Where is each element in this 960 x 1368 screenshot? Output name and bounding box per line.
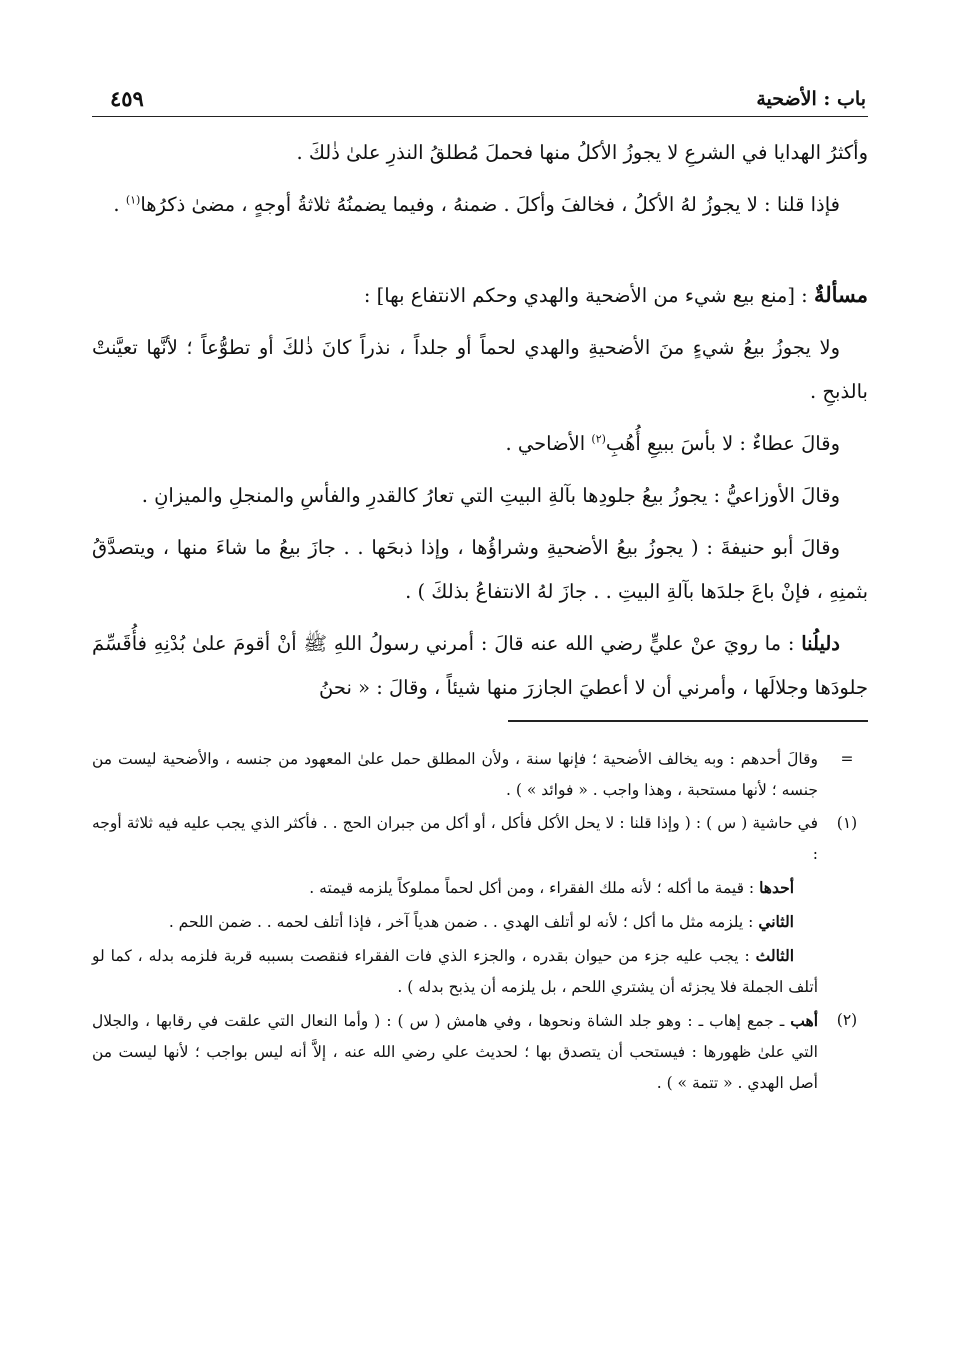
footnote-2 [92,1005,868,1099]
footnote-2-mark: (٢) [836,1011,858,1029]
chapter-title: باب : الأضحية [756,88,866,110]
footnote-1 [92,808,868,870]
footnote-1-third-text: : يجب عليه جزء من حيوان بقدره ، والجزء الذي فات الفقراء فنقصت بسببه قربة فلزمه بدله ، كما لو أتلف الجملة فلا يجزئه أن يشتري اللحم ، بل يلزمه أن يذبح بدله ) . [92,947,818,996]
footnote-1-first [92,872,868,904]
main-text [92,131,868,710]
footnote-2-label: أهب [790,1011,818,1030]
paragraph-3-text: ولا يجوزُ بيعُ شيءٍ منَ الأضحيةِ والهدي لحماً أو جلداً ، نذراً كانَ ذٰلكَ أو تطوُّعاً ؛ لأنَّها تعيَّنتْ بالذبحِ . [92,336,868,403]
paragraph-2 [92,183,868,227]
paragraph-5 [92,474,868,518]
footnote-1-mark: (١) [836,814,858,832]
paragraph-4 [92,422,868,466]
paragraph-1-text: وأكثرُ الهدايا في الشرعِ لا يجوزُ الأكلُ منها فحملَ مُطلقُ النذرِ علىٰ ذٰلكَ . [296,141,868,164]
footnote-1-third-label: الثالث [755,946,794,965]
page-number: ٤٥٩ [110,86,144,111]
paragraph-1 [92,131,868,175]
footnote-ref-2[interactable]: (٢) [591,432,606,446]
paragraph-7 [92,622,868,710]
footnote-1-third [92,940,868,1003]
running-header [92,78,868,117]
paragraph-6 [92,526,868,614]
dalil-label: دليلُنا [801,632,840,655]
footnote-divider [508,720,868,722]
paragraph-7-text: : ما رويَ عنْ عليٍّ رضي الله عنه قالَ : أمرني رسولُ اللهِ ﷺ أنْ أقومَ علىٰ بُدْنِهِ فأُقَسِّمَ جلودَها وجلالَها ، وأمرني أن لا أعطيَ الجازرَ منها شيئاً ، وقالَ : « نحنُ [92,632,868,699]
masala-title: : [منع بيع شيء من الأضحية والهدي وحكم الانتفاع بها] : [363,284,814,307]
footnote-1-second-text: : يلزمه مثل ما أكل ؛ لأنه لو أتلف الهدي . . ضمن هدياً آخر ، فإذا أتلف لحمه . . ضمن اللحم . [168,913,759,931]
footnote-1-second [92,906,868,938]
paragraph-4-end: الأضاحي . [505,432,592,455]
paragraph-2-end: . [113,193,126,216]
paragraph-6-text: وقالَ أبو حنيفةَ : ( يجوزُ بيعُ الأضحيةِ وشراؤُها ، وإذا ذبحَها . . جازَ بيعُ ما شاءَ منها ، ويتصدَّقُ بثمنِهِ ، فإنْ باعَ جلدَها بآلةِ البيتِ . . جازَ لهُ الانتفاعُ بذلكَ ) . [92,536,868,603]
continuation-mark: = [840,750,854,768]
paragraph-2-text: فإذا قلنا : لا يجوزُ لهُ الأكلُ ، فخالفَ وأكلَ . ضمنهُ ، وفيما يضمنُهُ ثلاثةُ أوجهٍ ، مضىٰ ذكرُها [140,193,840,216]
footnote-2-text: ـ جمع إهاب ـ : وهو جلد الشاة ونحوها ، وفي هامش ( س ) : ( وأما النعال التي علقت في رقابها ، والجلال التي علىٰ ظهورها : فيستحب أن يتصدق بها ؛ لحديث علي رضي الله عنه ، إلاَّ أنه ليس بواجب ؛ لأنها ليست من أصل الهدي . « تتمة » ) . [92,1012,818,1092]
footnote-1-second-label: الثاني [758,912,794,931]
masala-label: مسألةٌ [813,282,868,307]
section-spacer [92,235,868,273]
paragraph-4-text: وقالَ عطاءٌ : لا بأسَ ببيعِ أُهُبِ [605,432,840,455]
footnote-1-text: في حاشية ( س ) : ( وإذا قلنا : لا يحل الأكل فأكل ، أو أكل من جبران الحج . . فأكثر الذي يجب عليه فيه ثلاثة أوجه : [92,814,818,863]
footnote-ref-1[interactable]: (١) [125,193,141,207]
footnotes [92,744,868,1099]
continuation-text: وقالَ أحدهم : وبه يخالف الأضحية ؛ فإنها سنة ، ولأن المطلق حمل علىٰ المعهود من جنسه ، والأضحية ليست من جنسه ؛ لأنها مستحبة ، وهذا واجب . « فوائد » ) . [92,750,818,799]
paragraph-3 [92,326,868,414]
masala-heading [92,273,868,318]
book-page [92,78,868,1338]
paragraph-5-text: وقالَ الأوزاعيُّ : يجوزُ بيعُ جلودِها بآلةِ البيتِ التي تعارُ كالقدرِ والفأسِ والمنجلِ والميزانِ . [141,484,840,507]
footnote-continuation [92,744,868,806]
footnote-1-first-label: أحدها [759,878,794,897]
footnote-1-first-text: : قيمة ما أكله ؛ لأنه ملك الفقراء ، ومن أكل لحماً مملوكاً يلزمه قيمته . [309,879,760,897]
